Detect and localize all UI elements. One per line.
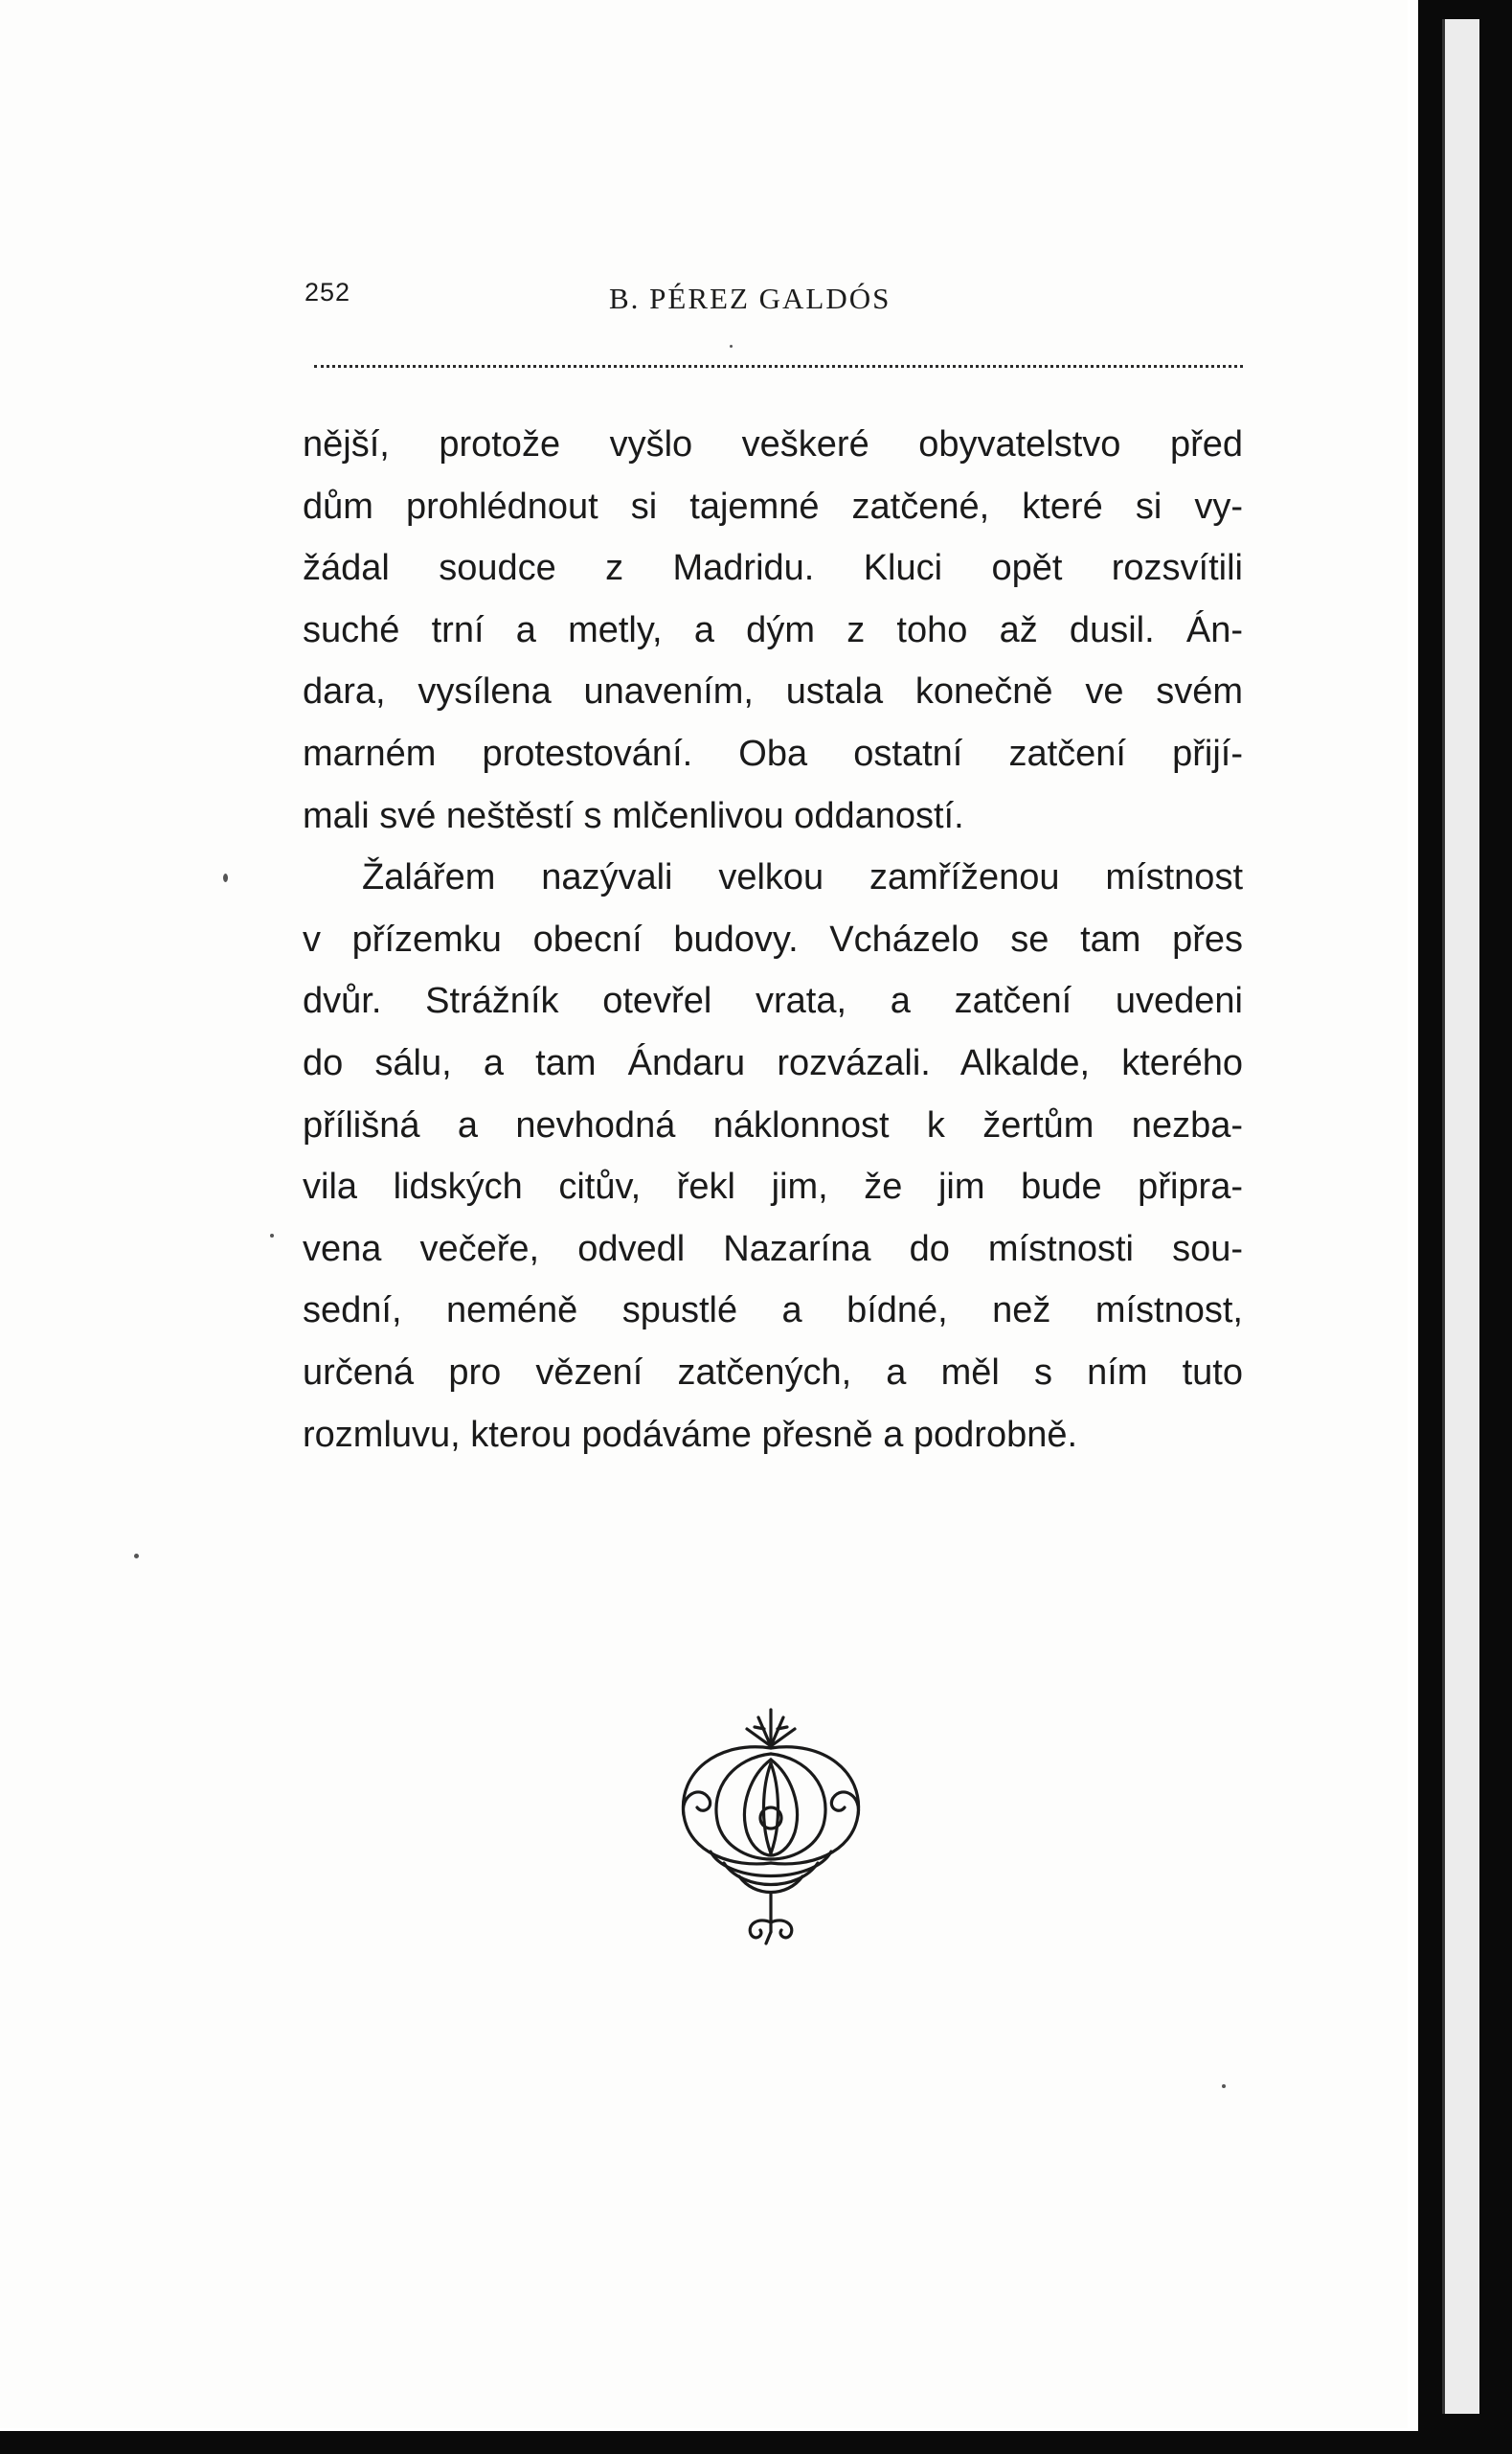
scan-speck [270,1234,274,1238]
text-line: nější, protože vyšlo veškeré obyvatelstvo před [303,424,1243,465]
scan-speck [730,345,733,348]
pomegranate-flower-ornament-icon [651,1671,891,1959]
text-line: sední, neméně spustlé a bídné, než místnost, [303,1290,1243,1331]
scan-speck [1222,2084,1226,2088]
text-line: dara, vysílena unavením, ustala konečně ve svém [303,671,1243,713]
scan-speck [223,874,228,882]
paragraph [303,414,1243,847]
scan-edge-bottom [0,2431,1512,2454]
paragraph [303,847,1243,1466]
text-line: Žalářem nazývali velkou zamříženou místnost [362,857,1243,898]
running-head-author: B. PÉREZ GALDÓS [609,282,891,315]
text-line: rozmluvu, kterou podáváme přesně a podrobně. [303,1414,1078,1455]
text-line: dům prohlédnout si tajemné zatčené, které si vy- [303,486,1243,527]
text-line: dvůr. Strážník otevřel vrata, a zatčení uvedeni [303,981,1243,1022]
text-line: suché trní a metly, a dým z toho až dusil. Án- [303,609,1243,650]
text-line: určená pro vězení zatčených, a měl s ním tuto [303,1352,1243,1393]
text-line: mali své neštěstí s mlčenlivou oddaností. [303,795,964,836]
running-head [305,278,1262,316]
text-line: do sálu, a tam Ándaru rozvázali. Alkalde, kterého [303,1042,1243,1083]
text-line: v přízemku obecní budovy. Vcházelo se tam přes [303,919,1243,960]
header-divider [314,365,1243,368]
next-page-edge [1442,19,1479,2414]
body-text [303,414,1243,1466]
text-line: vena večeře, odvedl Nazarína do místnosti sou- [303,1228,1243,1269]
text-line: vila lidských citův, řekl jim, že jim bude připra- [303,1167,1243,1208]
text-line: marném protestování. Oba ostatní zatčení přijí- [303,733,1243,774]
text-line: přílišná a nevhodná náklonnost k žertům nezba- [303,1104,1243,1146]
page-number: 252 [305,278,351,307]
text-line: žádal soudce z Madridu. Kluci opět rozsvítili [303,548,1243,589]
scan-speck [134,1554,139,1558]
